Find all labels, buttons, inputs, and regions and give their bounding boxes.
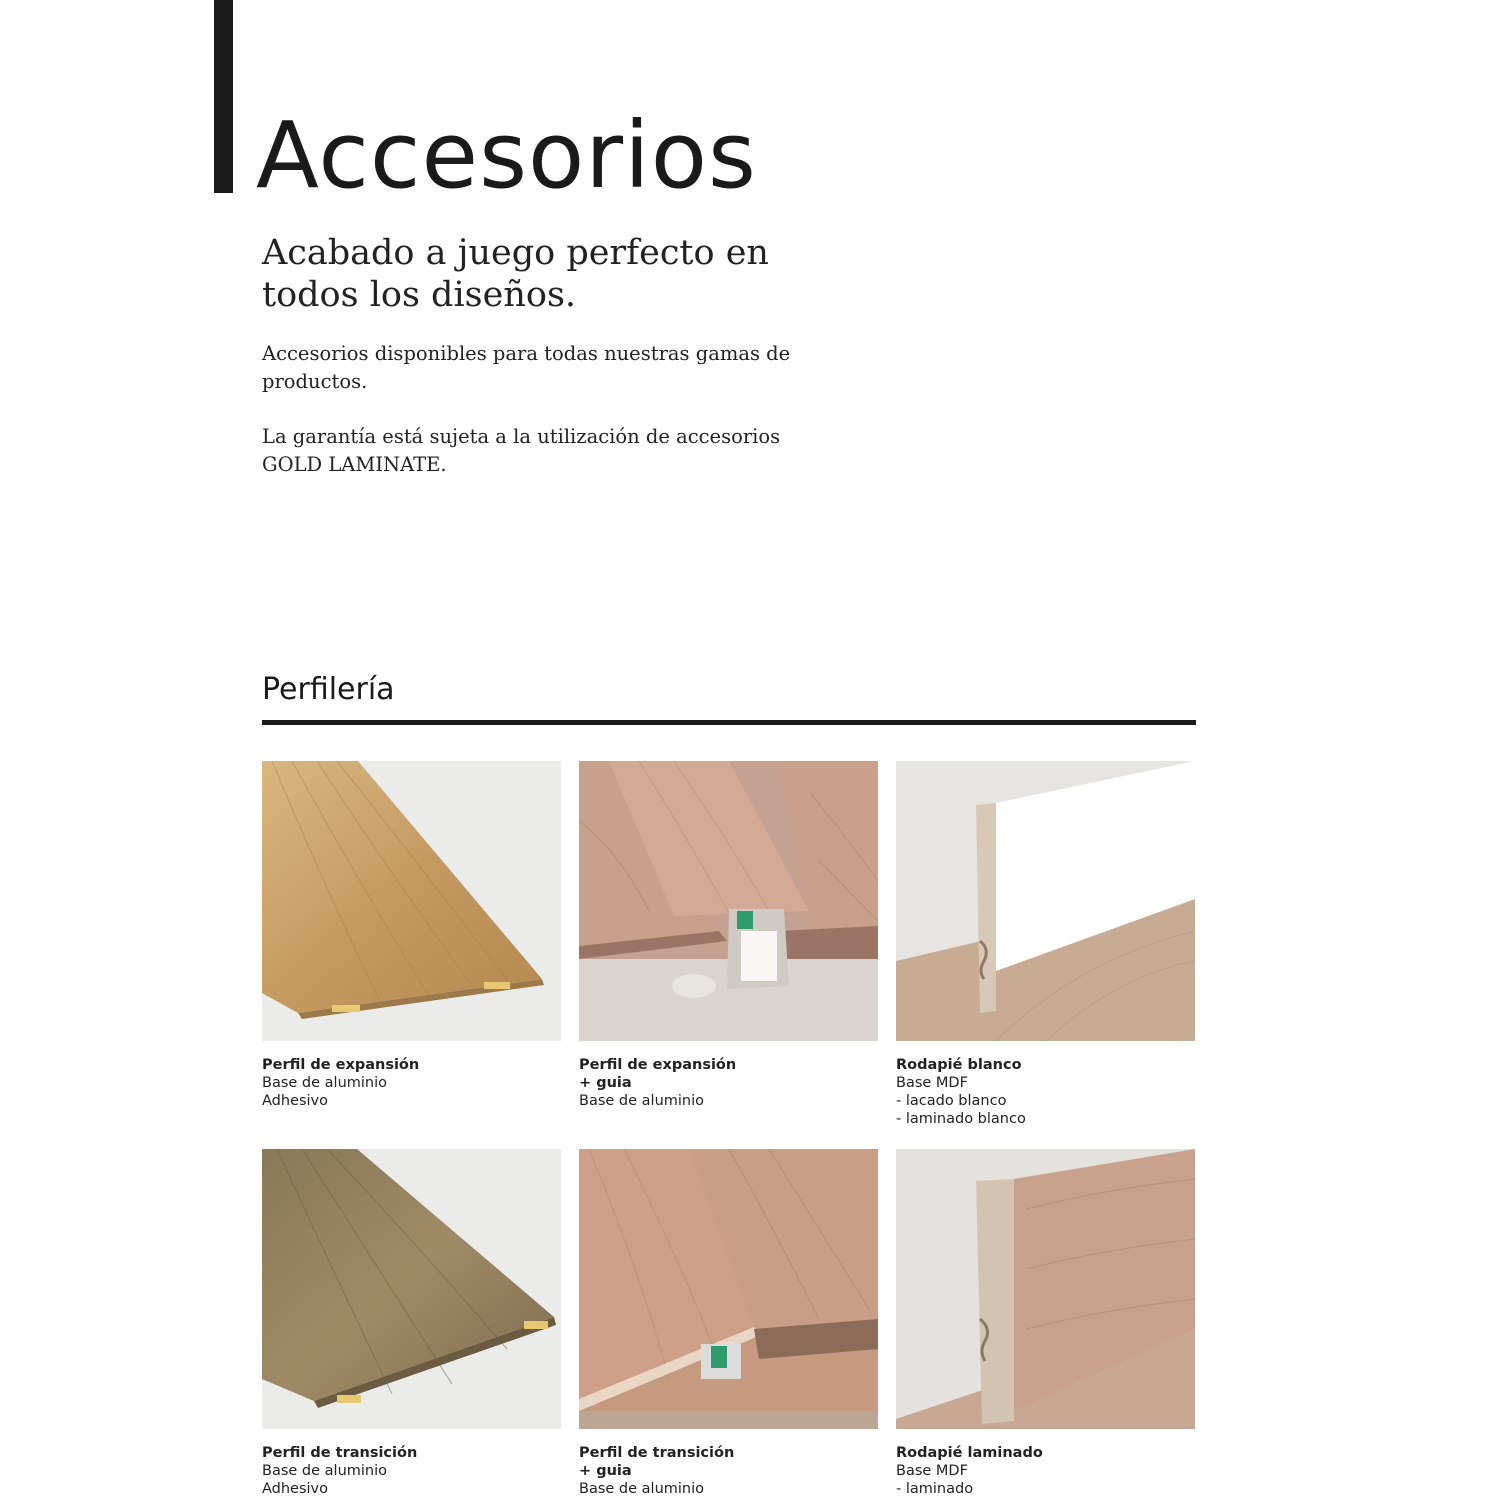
- section-title: Perfilería: [262, 672, 395, 707]
- product-spec: Base de aluminio: [262, 1075, 387, 1091]
- expansion-profile-photo: [262, 761, 561, 1041]
- product-name: Perfil de transición + guia: [579, 1445, 735, 1479]
- product-spec: Base MDF: [896, 1463, 968, 1479]
- product-card-laminate-skirting: [896, 1149, 1195, 1498]
- section-divider: [262, 720, 1196, 725]
- transition-profile-guide-photo: [579, 1149, 878, 1429]
- product-caption: [579, 1444, 878, 1498]
- product-name: Rodapié blanco: [896, 1057, 1022, 1073]
- product-caption: [579, 1056, 878, 1110]
- product-spec: - laminado blanco: [896, 1111, 1026, 1127]
- product-spec: Base de aluminio: [579, 1093, 704, 1109]
- product-name: Rodapié laminado: [896, 1445, 1043, 1461]
- warranty-paragraph: La garantía está sujeta a la utilización de accesorios GOLD LAMINATE.: [262, 425, 781, 476]
- white-skirting-photo: [896, 761, 1195, 1041]
- product-card-transition-guide: [579, 1149, 878, 1498]
- product-caption: [896, 1056, 1195, 1128]
- product-name: Perfil de transición: [262, 1445, 418, 1461]
- product-name: Perfil de expansión + guia: [579, 1057, 737, 1091]
- product-caption: [262, 1056, 561, 1110]
- intro-paragraph: Accesorios disponibles para todas nuestras gamas de productos.: [262, 342, 791, 393]
- product-spec: Adhesivo: [262, 1481, 329, 1497]
- title-accent-bar: [214, 0, 233, 193]
- page-subtitle: Acabado a juego perfecto en todos los diseños.: [262, 233, 769, 315]
- product-spec: - lacado blanco: [896, 1093, 1007, 1109]
- product-card-expansion-guide: [579, 761, 878, 1110]
- expansion-profile-guide-photo: [579, 761, 878, 1041]
- product-spec: Base de aluminio: [579, 1481, 704, 1497]
- page-title: Accesorios: [256, 102, 757, 209]
- transition-profile-photo: [262, 1149, 561, 1429]
- laminate-skirting-photo: [896, 1149, 1195, 1429]
- product-card-transition: [262, 1149, 561, 1498]
- product-caption: [896, 1444, 1195, 1498]
- product-spec: Base de aluminio: [262, 1463, 387, 1479]
- product-spec: Adhesivo: [262, 1093, 329, 1109]
- product-caption: [262, 1444, 561, 1498]
- product-spec: - laminado: [896, 1481, 974, 1497]
- product-spec: Base MDF: [896, 1075, 968, 1091]
- product-card-expansion: [262, 761, 561, 1110]
- product-name: Perfil de expansión: [262, 1057, 420, 1073]
- product-card-white-skirting: [896, 761, 1195, 1128]
